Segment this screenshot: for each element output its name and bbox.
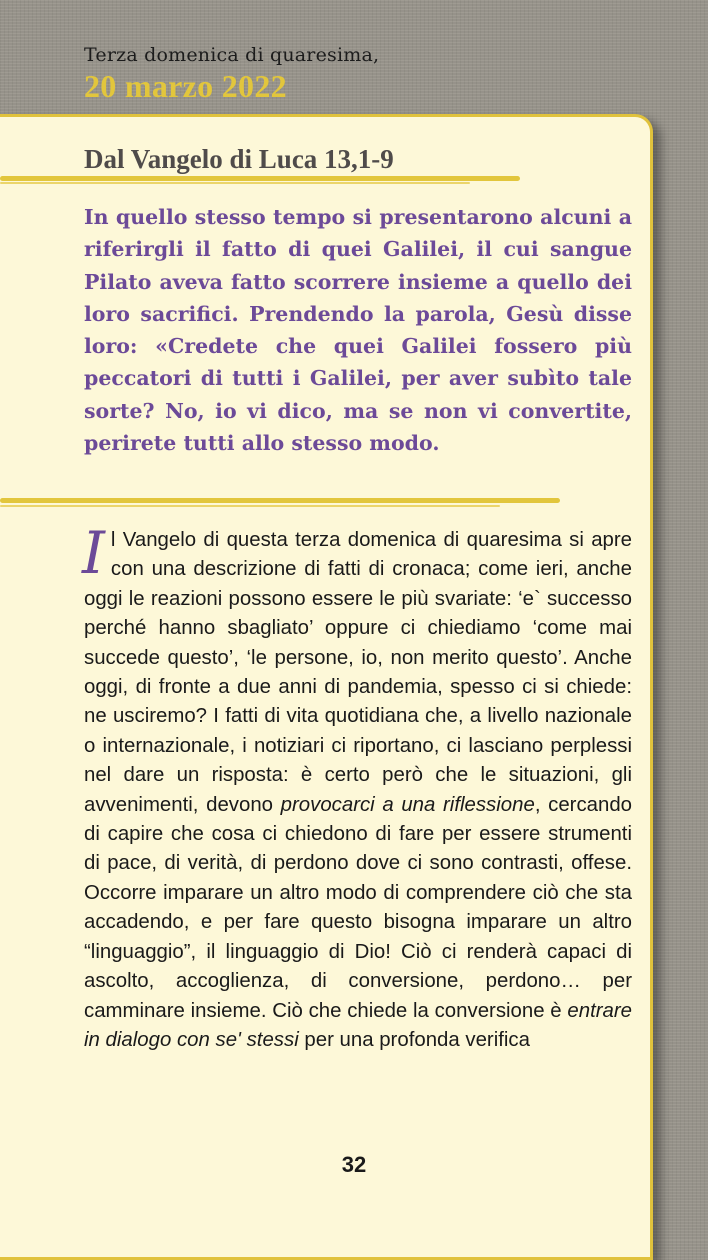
reflection-text <box>82 519 633 1055</box>
yellow-divider-bottom <box>0 498 560 503</box>
drop-cap: I <box>82 519 105 587</box>
yellow-divider-bottom-trail <box>0 505 500 507</box>
liturgical-subtitle: Terza domenica di quaresima, <box>84 44 380 66</box>
yellow-divider-top <box>0 176 520 181</box>
reflection-segment: l Vangelo di questa terza domenica di quaresima si apre con una descrizione di fatti di cronaca; come ieri, anche oggi le reazioni possono essere le più svariate: ‘e` successo perché hanno sbagliato’ oppure ci chiediamo ‘come mai succede questo’, ‘le persone, io, non merito questo’. Anche oggi, di fronte a due anni di pandemia, spesso ci si chiede: ne usciremo? I fatti di vita quotidiana che, a livello nazionale o internazionale, i notiziari ci riportano, ci lasciano perplessi nel dare un risposta: è certo però che le situazioni, gli avvenimenti, devono <box>84 529 632 816</box>
reflection-emphasis: provocarci a una riflessione <box>280 793 535 816</box>
reflection-emphasis: entrare in dialogo con se' stessi <box>84 999 632 1051</box>
page-header <box>84 44 379 105</box>
gospel-reference-heading: Dal Vangelo di Luca 13,1-9 <box>84 144 394 174</box>
page-number: 32 <box>341 1152 367 1177</box>
yellow-divider-top-trail <box>0 182 470 184</box>
liturgical-date: 20 marzo 2022 <box>84 68 287 104</box>
reflection-segment: , cercando di capire che cosa ci chiedono di fare per essere strumenti di pace, di verità, di perdono dove ci sono contrasti, offese. Occorre imparare un altro modo di comprendere ciò che sta accadendo, e per fare questo bisogna imparare un altro “linguaggio”, il linguaggio di Dio! Ciò ci renderà capaci di ascolto, accoglienza, di conversione, perdono… per camminare insieme. Ciò che chiede la conversione è <box>84 793 633 1022</box>
gospel-passage: In quello stesso tempo si presentarono alcuni a riferirgli il fatto di quei Galilei, il cui sangue Pilato aveva fatto scorrere insieme a quello dei loro sacrifici. Prendendo la parola, Gesù disse loro: «Credete che quei Galilei fossero più peccatori di tutti i Galilei, per aver subìto tale sorte? No, io vi dico, ma se non vi convertite, perirete tutti allo stesso modo. <box>84 205 632 456</box>
reflection-segment: per una profonda verifica <box>298 1028 530 1051</box>
